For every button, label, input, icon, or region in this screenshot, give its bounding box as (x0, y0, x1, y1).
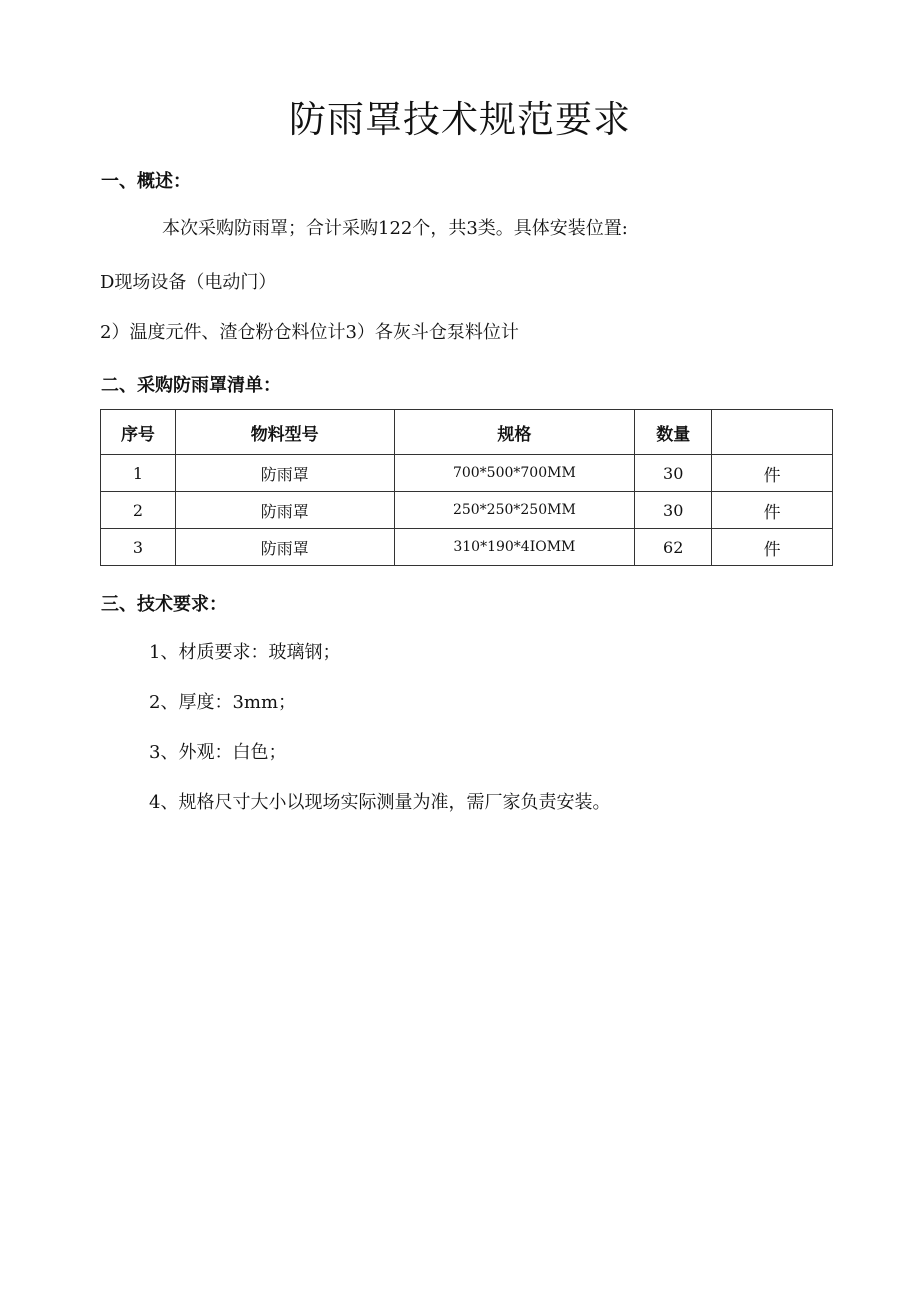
requirement-item-dimensions: 4、规格尺寸大小以现场实际测量为准，需厂家负责安装。 (149, 792, 611, 813)
cell-material: 防雨罩 (175, 529, 394, 566)
table-header-row (101, 410, 833, 455)
overview-location-line-1: D现场设备（电动门） (100, 272, 277, 293)
column-header-spec: 规格 (394, 410, 635, 455)
cell-material: 防雨罩 (175, 455, 394, 492)
overview-location-line-2: 2）温度元件、渣仓粉仓料位计3）各灰斗仓泵料位计 (100, 322, 519, 343)
purchase-list-table (100, 409, 833, 566)
cell-material: 防雨罩 (175, 492, 394, 529)
overview-intro: 本次采购防雨罩；合计采购122个，共3类。具体安装位置: (162, 218, 628, 239)
cell-qty: 30 (635, 492, 712, 529)
cell-unit: 件 (712, 529, 833, 566)
overview-heading: 一、概述： (101, 171, 191, 192)
cell-no: 2 (101, 492, 176, 529)
cell-spec: 310*190*4IOMM (394, 529, 635, 566)
purchase-list-heading: 二、采购防雨罩清单： (101, 375, 281, 396)
cell-qty: 30 (635, 455, 712, 492)
table-row (101, 455, 833, 492)
cell-spec: 250*250*250MM (394, 492, 635, 529)
table-row (101, 492, 833, 529)
table-row (101, 529, 833, 566)
cell-no: 3 (101, 529, 176, 566)
document-title: 防雨罩技术规范要求 (289, 98, 631, 141)
cell-unit: 件 (712, 492, 833, 529)
cell-no: 1 (101, 455, 176, 492)
requirement-item-material: 1、材质要求：玻璃钢； (149, 642, 341, 663)
column-header-no: 序号 (101, 410, 176, 455)
cell-qty: 62 (635, 529, 712, 566)
column-header-qty: 数量 (635, 410, 712, 455)
requirements-heading: 三、技术要求： (101, 594, 227, 615)
cell-unit: 件 (712, 455, 833, 492)
column-header-unit (712, 410, 833, 455)
requirement-item-appearance: 3、外观：白色； (149, 742, 287, 763)
requirement-item-thickness: 2、厚度：3mm； (149, 692, 297, 713)
cell-spec: 700*500*700MM (394, 455, 635, 492)
column-header-material: 物料型号 (175, 410, 394, 455)
